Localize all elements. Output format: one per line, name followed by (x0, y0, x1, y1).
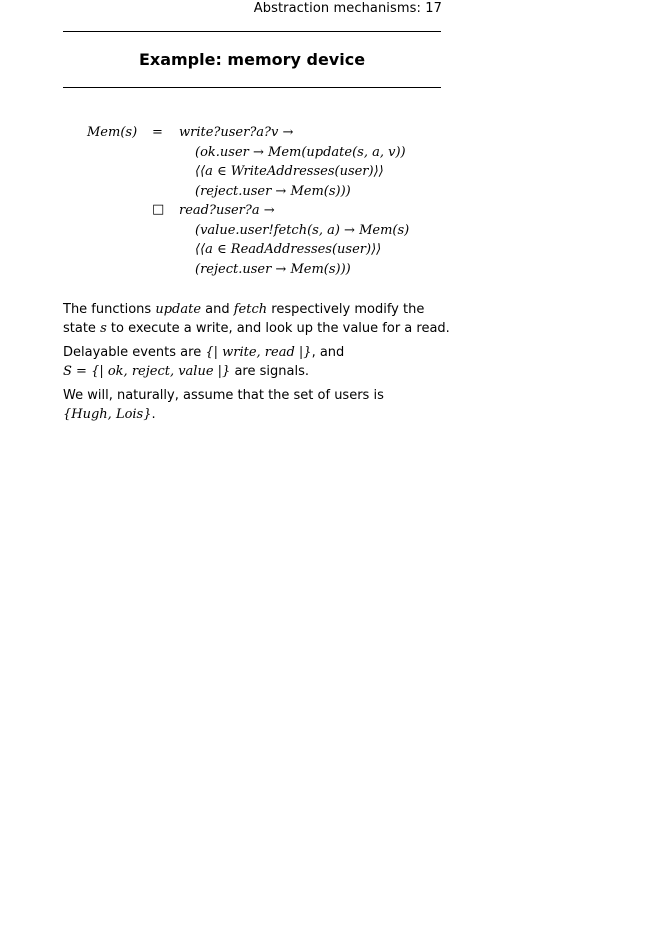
paragraph-functions (63, 300, 453, 338)
definition-line-4: (reject.user → Mem(s))) (195, 184, 351, 199)
text-fragment: and (201, 302, 234, 317)
slide-title: Example: memory device (138, 50, 366, 69)
text-fragment: We will, naturally, assume that the set of users is (63, 388, 384, 403)
definition-line-5: read?user?a → (179, 203, 275, 218)
text-fragment: , and (311, 345, 345, 360)
text-fragment: The functions (63, 302, 156, 317)
text-fragment: state (63, 321, 101, 336)
text-fragment: respectively modify the (267, 302, 425, 317)
paragraph-users (63, 386, 453, 424)
math-fetch: fetch (233, 302, 268, 317)
math-delayable-set: {| write, read |} (205, 345, 312, 360)
definition-line-1: write?user?a?v → (179, 125, 294, 140)
text-fragment: to execute a write, and look up the value for a read. (106, 321, 450, 336)
definition-line-8: (reject.user → Mem(s))) (195, 262, 351, 277)
text-fragment: Delayable events are (63, 345, 206, 360)
math-signal-set: S = {| ok, reject, value |} (63, 364, 231, 379)
running-header: Abstraction mechanisms: 17 (253, 1, 442, 16)
definition-line-7: ⟨⟨a ∈ ReadAddresses(user)⟩⟩ (195, 242, 382, 257)
definition-line-3: ⟨⟨a ∈ WriteAddresses(user)⟩⟩ (195, 164, 384, 179)
bottom-rule (63, 87, 441, 88)
math-user-set: {Hugh, Lois} (63, 407, 152, 422)
paragraph-events (63, 343, 453, 381)
definition-equals: = (152, 125, 163, 140)
external-choice-symbol: □ (152, 202, 165, 217)
text-fragment: . (151, 407, 156, 422)
definition-line-6: (value.user!fetch(s, a) → Mem(s) (195, 223, 410, 238)
math-update: update (155, 302, 202, 317)
definition-lhs: Mem(s) (87, 125, 138, 140)
math-s: s (100, 321, 107, 336)
text-fragment: are signals. (230, 364, 309, 379)
top-rule (63, 31, 441, 32)
definition-line-2: (ok.user → Mem(update(s, a, v)) (195, 145, 406, 160)
